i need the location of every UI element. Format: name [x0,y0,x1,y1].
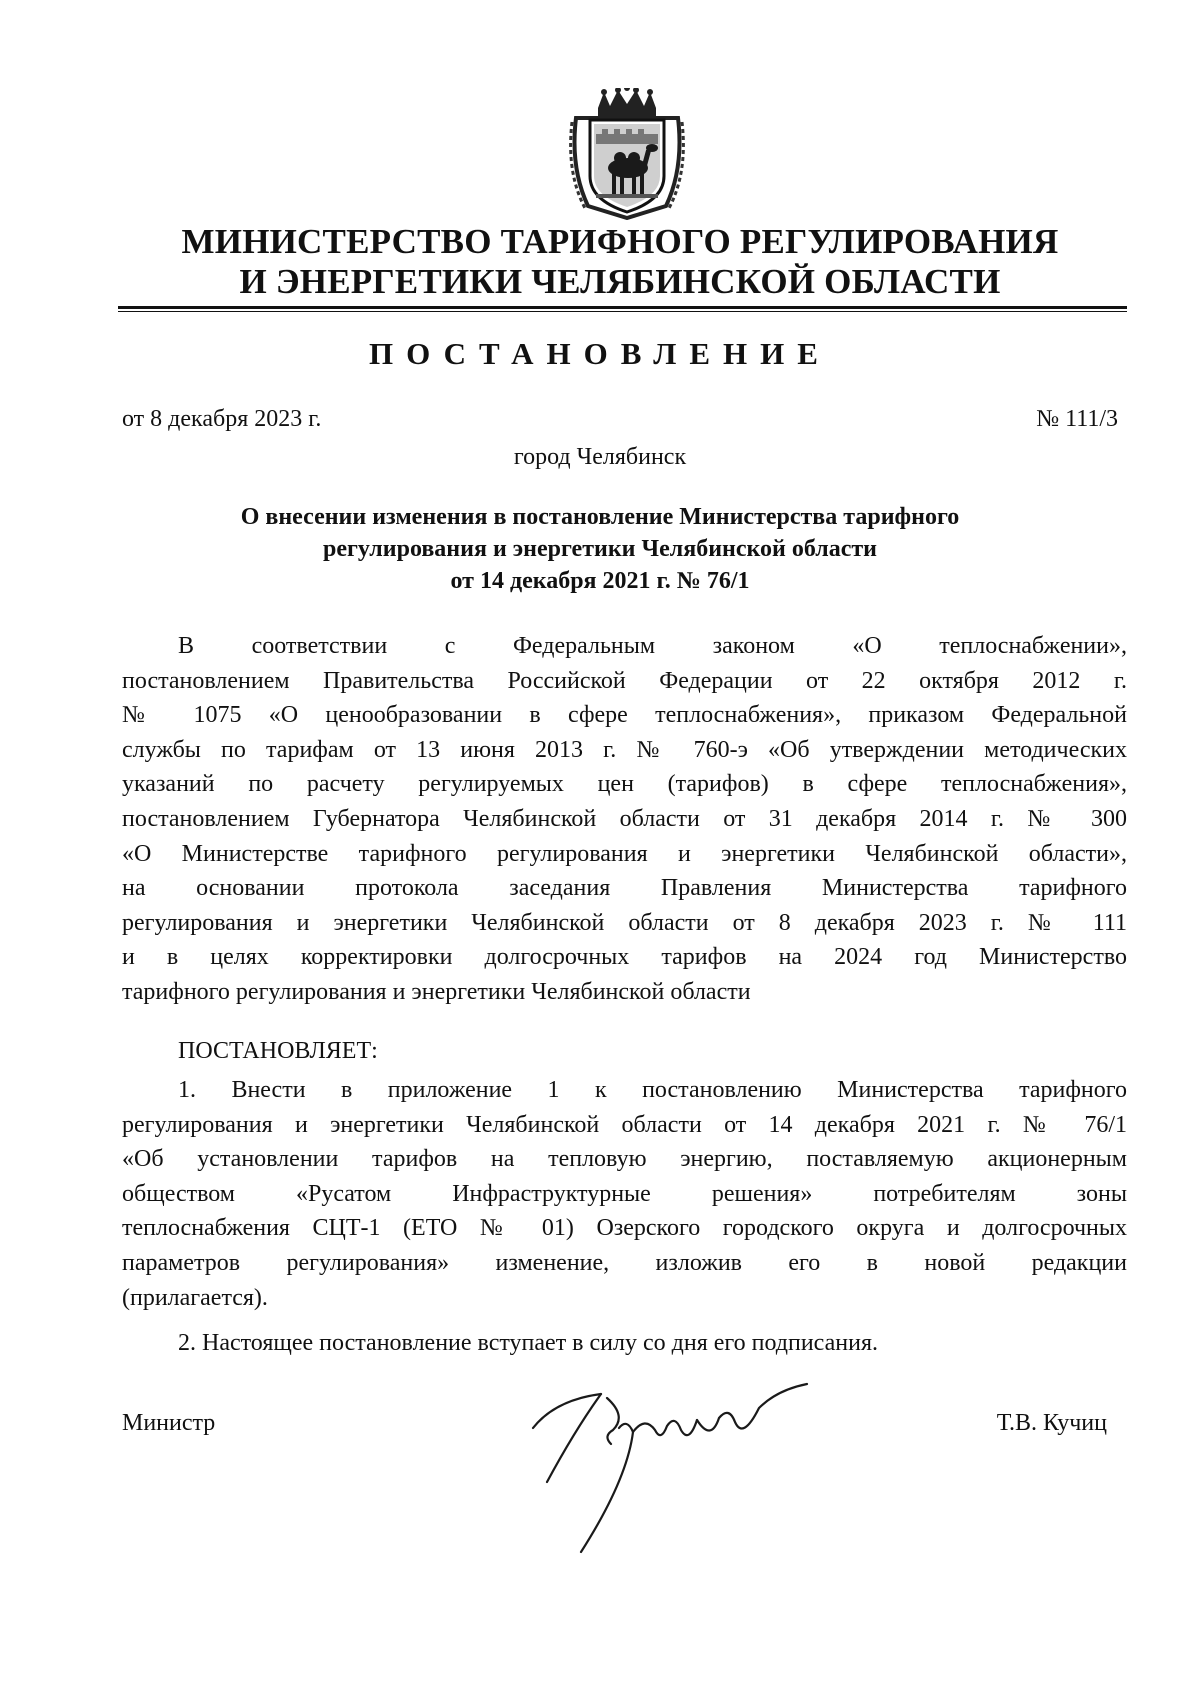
document-date: от 8 декабря 2023 г. [122,406,322,432]
signatory-role: Министр [122,1410,216,1436]
preamble-line: постановлением Правительства Российской Федерации от 22 октября 2012 г. [122,667,1127,694]
preamble-line: постановлением Губернатора Челябинской области от 31 декабря 2014 г. № 300 [122,805,1127,832]
clause-1-line: 1. Внести в приложение 1 к постановлению Министерства тарифного [178,1077,1127,1103]
coat-of-arms-icon [568,88,686,220]
document-number: № 111/3 [1036,406,1118,432]
preamble [122,629,1127,1010]
clause-1-line: регулирования и энергетики Челябинской области от 14 декабря 2021 г. № 76/1 [122,1111,1127,1138]
signatory-name: Т.В. Кучиц [996,1410,1107,1436]
preamble-line: В соответствии с Федеральным законом «О теплоснабжении», [178,633,1127,659]
subject-line: регулирования и энергетики Челябинской области [323,536,877,562]
resolve-keyword: ПОСТАНОВЛЯЕТ: [178,1038,378,1064]
ministry-name-line2: И ЭНЕРГЕТИКИ ЧЕЛЯБИНСКОЙ ОБЛАСТИ [239,262,1001,301]
subject-line: О внесении изменения в постановление Министерства тарифного [240,504,960,530]
header-rule-thin [118,311,1127,312]
clause-1-line: параметров регулирования» изменение, изложив его в новой редакции [122,1249,1127,1276]
document-city: город Челябинск [513,444,687,470]
subject-line: от 14 декабря 2021 г. № 76/1 [450,568,750,594]
preamble-line: службы по тарифам от 13 июня 2013 г. № 760-э «Об утверждении методических [122,736,1127,763]
document-type: ПОСТАНОВЛЕНИЕ [369,336,831,371]
preamble-line: «О Министерстве тарифного регулирования и энергетики Челябинской области», [122,840,1127,867]
clause-1-line: теплоснабжения СЦТ-1 (ЕТО № 01) Озерского городского округа и долгосрочных [122,1215,1127,1242]
ministry-name [120,222,1120,302]
clause-1-line: обществом «Русатом Инфраструктурные решения» потребителям зоны [122,1180,1127,1207]
ministry-name-line1: МИНИСТЕРСТВО ТАРИФНОГО РЕГУЛИРОВАНИЯ [181,222,1059,261]
handwritten-signature-icon [515,1370,815,1560]
preamble-line: тарифного регулирования и энергетики Челябинской области [122,978,751,1005]
preamble-line: № 1075 «О ценообразовании в сфере теплоснабжения», приказом Федеральной [122,702,1127,729]
preamble-line: указаний по расчету регулируемых цен (тарифов) в сфере теплоснабжения», [122,771,1127,798]
clause-2: 2. Настоящее постановление вступает в силу со дня его подписания. [178,1330,879,1356]
clause-1-line: «Об установлении тарифов на тепловую энергию, поставляемую акционерным [122,1146,1127,1173]
document-subject [150,501,1050,597]
header-rule [118,306,1127,309]
preamble-line: на основании протокола заседания Правления Министерства тарифного [122,875,1127,902]
preamble-line: и в целях корректировки долгосрочных тарифов на 2024 год Министерство [122,944,1127,971]
preamble-line: регулирования и энергетики Челябинской области от 8 декабря 2023 г. № 111 [122,909,1127,936]
clause-1-line: (прилагается). [122,1284,268,1311]
clause-1 [122,1073,1127,1315]
